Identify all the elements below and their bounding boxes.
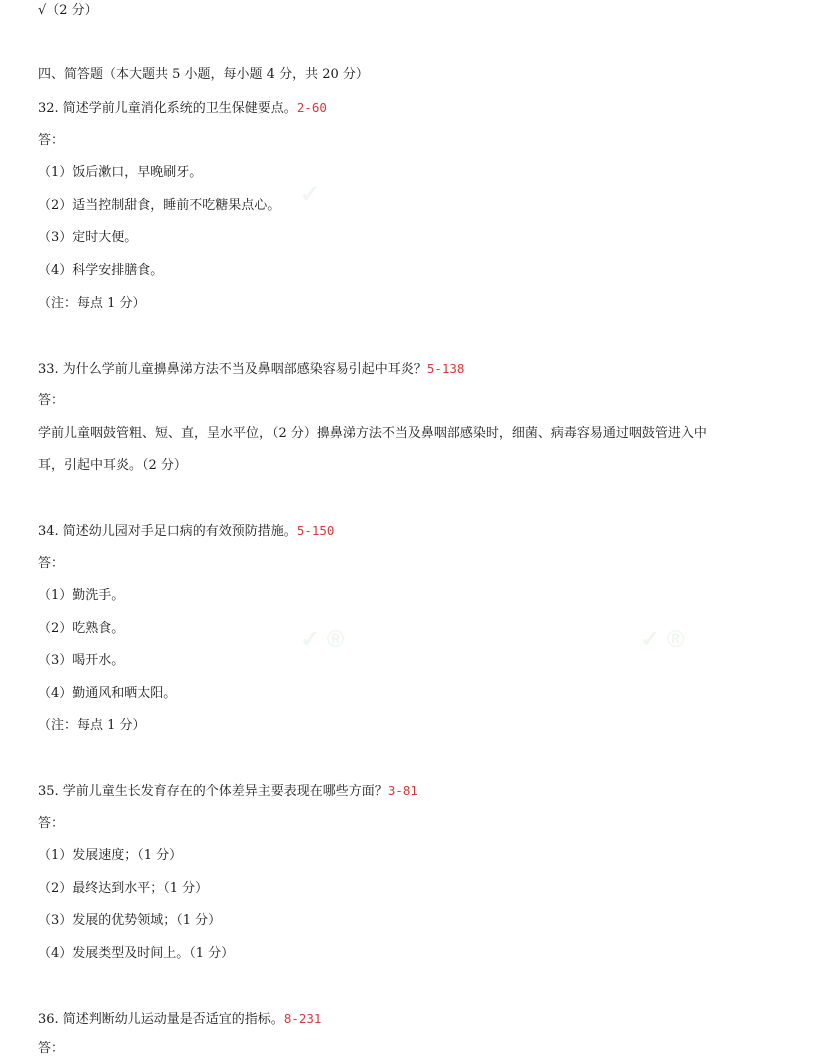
question-35 <box>38 782 418 801</box>
question-text: 36. 简述判断幼儿运动量是否适宜的指标。 <box>38 1012 284 1027</box>
question-33 <box>38 360 464 379</box>
answer-point: （1）饭后漱口，早晚刷牙。 <box>38 165 203 180</box>
watermark: ✓ ® <box>640 626 685 653</box>
page-ref: 3-81 <box>387 783 418 798</box>
page-ref: 5-138 <box>426 361 465 376</box>
page-ref: 2-60 <box>296 100 327 115</box>
answer-point: （1）发展速度；（1 分） <box>38 848 183 863</box>
answer-point: （4）科学安排膳食。 <box>38 263 164 278</box>
answer-label: 答： <box>38 393 65 408</box>
score-note: （注：每点 1 分） <box>38 718 146 733</box>
answer-text: 学前儿童咽鼓管粗、短、直，呈水平位，（2 分）擤鼻涕方法不当及鼻咽部感染时，细菌、病毒容易通过咽鼓管进入中 <box>38 426 707 441</box>
question-32 <box>38 99 327 118</box>
answer-point: （3）定时大便。 <box>38 230 138 245</box>
question-text: 34. 简述幼儿园对手足口病的有效预防措施。 <box>38 524 297 539</box>
answer-label: 答： <box>38 556 65 571</box>
answer-point: （2）适当控制甜食，睡前不吃糖果点心。 <box>38 198 281 213</box>
answer-point: （4）发展类型及时间上。（1 分） <box>38 946 235 961</box>
question-36 <box>38 1010 321 1029</box>
section-title: 四、简答题（本大题共 5 小题，每小题 4 分，共 20 分） <box>38 67 369 82</box>
watermark: ✓ <box>300 181 321 208</box>
page-ref: 8-231 <box>283 1011 322 1026</box>
answer-point: （3）发展的优势领域；（1 分） <box>38 913 222 928</box>
question-34 <box>38 522 334 541</box>
answer-point: （2）吃熟食。 <box>38 621 125 636</box>
question-text: 35. 学前儿童生长发育存在的个体差异主要表现在哪些方面？ <box>38 784 388 799</box>
question-text: 33. 为什么学前儿童擤鼻涕方法不当及鼻咽部感染容易引起中耳炎？ <box>38 362 427 377</box>
watermark: ✓ ® <box>300 626 345 653</box>
answer-point: （4）勤通风和晒太阳。 <box>38 686 177 701</box>
answer-text: 耳，引起中耳炎。（2 分） <box>38 458 187 473</box>
score-note: （注：每点 1 分） <box>38 296 146 311</box>
answer-label: 答： <box>38 816 65 831</box>
answer-point: （3）喝开水。 <box>38 653 125 668</box>
page-ref: 5-150 <box>296 523 335 538</box>
question-text: 32. 简述学前儿童消化系统的卫生保健要点。 <box>38 101 297 116</box>
answer-label: 答： <box>38 1041 65 1056</box>
top-note: √（2 分） <box>38 3 98 18</box>
answer-point: （2）最终达到水平；（1 分） <box>38 881 209 896</box>
answer-point: （1）勤洗手。 <box>38 588 125 603</box>
answer-label: 答： <box>38 133 65 148</box>
